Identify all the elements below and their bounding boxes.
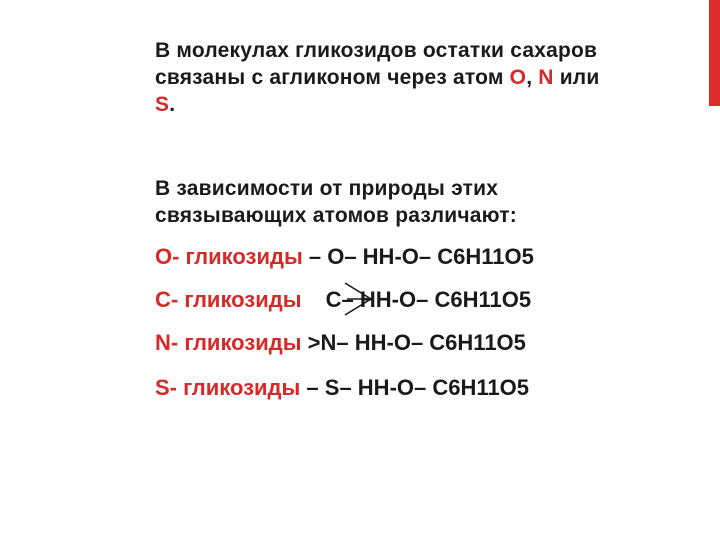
c-glycoside-label: C- гликозиды — [155, 287, 302, 312]
carbon-bond-lines-icon — [345, 283, 375, 315]
c-glycoside-row — [155, 283, 675, 317]
intro-paragraph — [155, 37, 700, 118]
s-glycoside-formula: – S– HH-O– C6H11O5 — [300, 375, 529, 400]
intro-separator: , — [526, 66, 539, 89]
n-glycoside-row — [155, 326, 675, 360]
classify-line-2: связывающих атомов различают: — [155, 204, 517, 227]
intro-line-3 — [155, 91, 700, 118]
atom-s: S — [155, 93, 170, 116]
o-glycoside-row — [155, 240, 675, 274]
n-glycoside-label: N- гликозиды — [155, 330, 302, 355]
c-glycoside-formula: C– HH-O– C6H11O5 — [319, 287, 532, 312]
s-glycoside-row — [155, 371, 675, 405]
intro-period: . — [169, 93, 176, 116]
intro-line-2 — [155, 64, 700, 91]
atom-n: N — [538, 66, 554, 89]
classify-line-1: В зависимости от природы этих — [155, 177, 499, 200]
classification-paragraph — [155, 175, 700, 229]
o-glycoside-label: O- гликозиды — [155, 244, 303, 269]
intro-or: или — [553, 66, 600, 89]
accent-bar — [709, 0, 720, 106]
s-glycoside-label: S- гликозиды — [155, 375, 301, 400]
n-glycoside-formula: >N– HH-O– C6H11O5 — [301, 330, 526, 355]
atom-o: O — [509, 66, 527, 89]
o-glycoside-formula: – O– HH-O– C6H11O5 — [302, 244, 534, 269]
intro-line-1: В молекулах гликозидов остатки сахаров — [155, 39, 598, 62]
intro-line-2-text: связаны с агликоном через атом — [155, 66, 510, 89]
